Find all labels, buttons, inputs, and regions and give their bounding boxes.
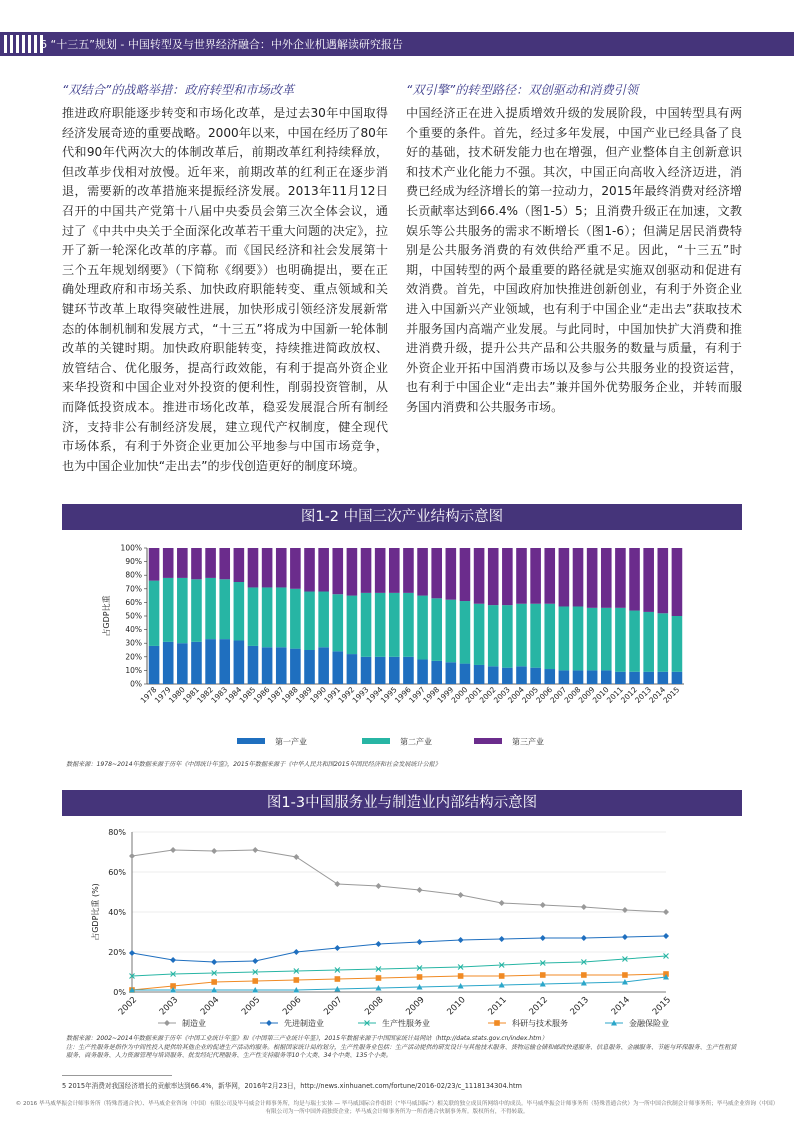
x-tick-label: 2014 xyxy=(609,995,633,1018)
bar-segment xyxy=(544,669,555,684)
legend-swatch xyxy=(474,738,502,744)
y-tick-label: 70% xyxy=(125,584,142,594)
left-heading: “双结合”的战略举措：政府转型和市场改革 xyxy=(62,83,295,97)
data-point xyxy=(293,949,299,955)
data-point xyxy=(499,936,505,942)
bar-segment xyxy=(658,672,669,684)
bar-segment xyxy=(149,646,160,684)
bar-segment xyxy=(601,670,612,684)
bar-segment xyxy=(502,605,513,668)
bar-segment xyxy=(234,640,245,684)
bar-segment xyxy=(672,548,683,616)
bar-segment xyxy=(530,668,541,684)
bar-segment xyxy=(431,661,442,684)
bar-segment xyxy=(248,548,259,587)
data-point xyxy=(375,883,381,889)
bar-segment xyxy=(191,548,202,579)
bar-segment xyxy=(177,578,188,643)
bar-segment xyxy=(516,666,527,684)
bar-segment xyxy=(643,672,654,684)
x-tick-label: 2015 xyxy=(661,685,682,705)
data-point xyxy=(266,1020,272,1026)
bar-segment xyxy=(191,642,202,684)
x-tick-label: 1996 xyxy=(392,685,413,705)
header-stripes xyxy=(4,35,43,53)
x-tick-label: 1998 xyxy=(421,685,442,705)
bar-segment xyxy=(587,670,598,684)
bar-segment xyxy=(658,548,669,613)
y-tick-label: 20% xyxy=(125,652,142,662)
bar-segment xyxy=(629,548,640,611)
y-tick-label: 50% xyxy=(125,611,142,621)
bar-segment xyxy=(658,613,669,671)
figure-1-3-chart xyxy=(62,820,742,1035)
bar-segment xyxy=(403,593,414,657)
bar-segment xyxy=(304,592,315,650)
bar-segment xyxy=(276,587,287,647)
x-tick-label: 2012 xyxy=(527,995,550,1018)
bar-segment xyxy=(290,589,301,649)
figure-1-2-title: 图1-2 中国三次产业结构示意图 xyxy=(62,504,742,530)
bar-segment xyxy=(262,647,273,684)
data-point xyxy=(211,979,217,985)
data-point xyxy=(293,854,299,860)
bar-segment xyxy=(304,548,315,592)
bar-segment xyxy=(276,548,287,587)
data-point xyxy=(417,887,423,893)
bar-segment xyxy=(219,548,230,579)
bar-segment xyxy=(672,672,683,684)
x-tick-label: 1987 xyxy=(265,685,286,705)
data-point xyxy=(663,909,669,915)
x-tick-label: 2010 xyxy=(590,685,611,705)
bar-segment xyxy=(262,587,273,647)
bar-segment xyxy=(601,608,612,671)
y-tick-label: 90% xyxy=(125,557,142,567)
x-tick-label: 2002 xyxy=(477,685,498,705)
bar-segment xyxy=(163,548,174,578)
data-point xyxy=(458,973,464,979)
y-tick-label: 60% xyxy=(108,868,126,877)
y-tick-label: 30% xyxy=(125,638,142,648)
data-point xyxy=(417,939,423,945)
bar-segment xyxy=(163,642,174,684)
x-tick-label: 2003 xyxy=(491,685,512,705)
footnote-rule xyxy=(62,1075,172,1076)
bar-segment xyxy=(629,672,640,684)
bar-segment xyxy=(643,548,654,612)
bar-segment xyxy=(417,596,428,660)
legend-label: 金融保险业 xyxy=(629,1019,669,1028)
bar-segment xyxy=(643,612,654,672)
x-tick-label: 2005 xyxy=(239,995,263,1018)
data-point xyxy=(581,972,587,978)
data-point xyxy=(622,934,628,940)
x-tick-label: 2006 xyxy=(281,995,304,1018)
bar-segment xyxy=(177,548,188,578)
bar-segment xyxy=(389,548,400,593)
header-bar xyxy=(0,32,794,56)
x-tick-label: 2002 xyxy=(116,995,140,1018)
bar-segment xyxy=(318,647,329,684)
bar-segment xyxy=(234,582,245,640)
bar-segment xyxy=(191,579,202,642)
data-point xyxy=(335,976,341,982)
x-tick-label: 1983 xyxy=(209,685,230,705)
right-paragraph: 中国经济正在进入提质增效升级的发展阶段，中国转型具有两个重要的条件。首先，经过多年发展，中国产业已经具备了良好的基础，技术研发能力也在增强，但产业整体自主创新意识和技术产业化能力不强。其次，中国正向高收入经济迈进，消费已经成为经济增长的第一拉动力，2015年最终消费对经济增长贡献率达到66.4%（图1-5）5；且消费升级正在加速，文教娱乐等公共服务的需求不断增长（图1-6）；但满足居民消费特别是公共服务消费的有效供给严重不足。因此，“十三五”时期，中国转型的两个最重要的路径就是实施双创驱动和促进有效消费。首先，中国政府加快推进创新创业，有利于外资企业进入中国新兴产业领域，也有利于中国企业“走出去”获取技术并服务国内高端产业发展。与此同时，中国加快扩大消费和推进消费升级，提升公共产品和公共服务的数量与质量，有利于外资企业开拓中国消费市场以及参与公共服务业的投资运营，也有利于中国企业“走出去”兼并国外优势服务企业，并转而服务国内消费和公共服务市场。 xyxy=(406,106,742,414)
data-point xyxy=(170,847,176,853)
legend-swatch xyxy=(362,738,390,744)
data-point xyxy=(334,881,340,887)
x-tick-label: 2010 xyxy=(445,995,468,1018)
bar-segment xyxy=(530,604,541,668)
data-point xyxy=(211,848,217,854)
bar-segment xyxy=(318,592,329,648)
data-point xyxy=(376,975,382,981)
bar-segment xyxy=(163,578,174,642)
bar-segment xyxy=(516,548,527,604)
data-point xyxy=(499,900,505,906)
y-tick-label: 20% xyxy=(108,948,126,957)
y-tick-label: 40% xyxy=(125,625,142,635)
x-tick-label: 1984 xyxy=(223,685,244,705)
data-point xyxy=(494,1020,500,1026)
bar-segment xyxy=(601,548,612,608)
figure-1-3-note: 注：生产性服务是指作为中间性投入提供给其他企业的促进生产活动的服务。根据国家统计局的划分，生产性服务业包括：生产活动提供的研发设计与其他技术服务、货物运输仓储和邮政快递服务、信息服务、金融服务、节能与环保服务、生产性租赁服务、商务服务、人力资源管理与培训服务、批发经纪代理服务、生产性支持服务等10个大类、34个中类、135个小类。 xyxy=(66,1044,737,1060)
bar-segment xyxy=(403,657,414,684)
x-tick-label: 2000 xyxy=(449,685,470,705)
x-tick-label: 2011 xyxy=(486,995,509,1018)
bar-segment xyxy=(559,670,570,684)
bar-segment xyxy=(474,604,485,665)
bar-segment xyxy=(559,606,570,670)
x-tick-label: 2012 xyxy=(619,685,639,705)
y-tick-label: 0% xyxy=(130,679,142,689)
bar-segment xyxy=(587,608,598,671)
x-tick-label: 2004 xyxy=(198,995,222,1018)
figure-1-2-chart xyxy=(62,536,742,756)
bar-segment xyxy=(219,579,230,639)
bar-segment xyxy=(361,548,372,593)
y-axis-label: 占GDP比重 xyxy=(102,595,111,637)
bar-segment xyxy=(587,548,598,608)
bar-segment xyxy=(347,654,358,684)
x-tick-label: 2013 xyxy=(568,995,591,1018)
bar-segment xyxy=(573,606,584,670)
data-point xyxy=(211,959,217,965)
figure-1-3-source: 数据来源：2002~2014年数据来源于历年《中国工业统计年鉴》和《中国第三产业统计年鉴》，2015年数据来源于中国国家统计局网站（http://data.stats.gov.cn/index.htm） xyxy=(66,1035,548,1042)
data-point xyxy=(129,853,135,859)
bar-segment xyxy=(460,664,471,684)
bar-segment xyxy=(629,611,640,672)
data-point xyxy=(294,977,300,983)
legend-label: 第二产业 xyxy=(400,737,432,747)
x-tick-label: 1982 xyxy=(195,685,216,705)
bar-segment xyxy=(460,601,471,664)
bar-segment xyxy=(248,646,259,684)
bar-segment xyxy=(488,605,499,666)
series-line xyxy=(132,850,666,912)
bar-segment xyxy=(262,548,273,587)
data-point xyxy=(417,974,423,980)
bar-segment xyxy=(516,604,527,667)
bar-segment xyxy=(205,548,216,578)
x-tick-label: 1992 xyxy=(336,685,357,705)
x-tick-label: 1981 xyxy=(181,685,201,705)
x-tick-label: 2011 xyxy=(604,685,625,705)
bar-segment xyxy=(502,668,513,684)
x-tick-label: 2007 xyxy=(548,685,569,705)
data-point xyxy=(540,935,546,941)
y-tick-label: 60% xyxy=(125,597,142,607)
bar-segment xyxy=(375,548,386,593)
bar-segment xyxy=(403,548,414,593)
bar-segment xyxy=(446,662,457,684)
bar-segment xyxy=(502,548,513,605)
x-tick-label: 1979 xyxy=(152,685,173,705)
bar-segment xyxy=(417,660,428,684)
bar-segment xyxy=(332,651,343,684)
data-point xyxy=(540,972,546,978)
bar-segment xyxy=(615,672,626,684)
x-tick-label: 2014 xyxy=(647,685,668,705)
left-paragraph: 推进政府职能逐步转变和市场化改革，是过去30年中国取得经济发展奇迹的重要战略。2000年以来，中国在经历了80年代和90年代两次大的体制改革后，前期改革红利持续释放，但改革步伐相对放慢。近年来，前期改革的红利正在逐步消退，需要新的改革措施来提振经济发展。2013年11月12日召开的中国共产党第十八届中央委员会第三次全体会议，通过了《中共中央关于全面深化改革若干重大问题的决定》，拉开了新一轮深化改革的序幕。而《国民经济和社会发展第十三个五年规划纲要》（下简称《纲要》）也明确提出，要在正确处理政府和市场关系、加快政府职能转变、重点领域和关键环节改革上取得突破性进展，加快形成引领经济发展新常态的体制机制和发展方式，“十三五”将成为中国新一轮体制改革的关键时期。加快政府职能转变，持续推进简政放权、放管结合、优化服务，提高行政效能，有利于提高外资企业来华投资和中国企业对外投资的便利性，削弱投资管制，从而降低投资成本。推进市场化改革，稳妥发展混合所有制经济，支持非公有制经济发展，建立现代产权制度，健全现代市场体系，有利于外资企业更加公平地参与中国市场竞争，也为中国企业加快“走出去”的步伐创造更好的制度环境。 xyxy=(62,106,388,473)
series-line xyxy=(132,936,666,962)
x-tick-label: 2006 xyxy=(534,685,555,705)
bar-segment xyxy=(474,665,485,684)
x-tick-label: 2005 xyxy=(520,685,541,705)
data-point xyxy=(252,958,258,964)
legend-swatch xyxy=(237,738,265,744)
bar-segment xyxy=(290,649,301,684)
data-point xyxy=(252,978,258,984)
bar-segment xyxy=(530,548,541,604)
bar-segment xyxy=(488,666,499,684)
x-tick-label: 2009 xyxy=(576,685,597,705)
legend-label: 生产性服务业 xyxy=(382,1019,430,1028)
bar-segment xyxy=(375,657,386,684)
bar-segment xyxy=(573,548,584,606)
bar-segment xyxy=(559,548,570,606)
x-tick-label: 1989 xyxy=(294,685,314,705)
data-point xyxy=(540,902,546,908)
legend-label: 制造业 xyxy=(182,1019,206,1028)
x-tick-label: 1994 xyxy=(364,685,385,705)
legend-label: 第三产业 xyxy=(512,737,544,747)
bar-segment xyxy=(672,616,683,672)
legal-text: © 2016 毕马威华振会计师事务所（特殊普通合伙）、毕马威企业咨询（中国）有限公司及毕马威会计师事务所，均是与瑞士实体 — 毕马威国际合作组织（“毕马威国际”）相关联的独立成员所网络中的成员。毕马威华振会计师事务所（特殊普通合伙）为一所中国合伙制会计师事务所；毕马威企业咨询（中国）有限公司为一所中国外商独资企业；毕马威会计师事务所为一所香港合伙制事务所。版权所有，不得转载。 xyxy=(15,1101,779,1115)
legend-label: 第一产业 xyxy=(275,737,307,747)
data-point xyxy=(581,904,587,910)
bar-segment xyxy=(149,548,160,581)
figure-1-3-title: 图1-3中国服务业与制造业内部结构示意图 xyxy=(62,790,742,816)
data-point xyxy=(164,1020,170,1026)
bar-segment xyxy=(332,548,343,594)
bar-segment xyxy=(205,639,216,684)
bar-segment xyxy=(446,548,457,600)
data-point xyxy=(129,950,135,956)
footnote: 5 2015年消费对我国经济增长的贡献率达到66.4%，新华网，2016年2月23日，http://news.xinhuanet.com/fortune/2016-02/23/c_1118134304.htm xyxy=(62,1082,522,1090)
bar-segment xyxy=(431,548,442,598)
bar-segment xyxy=(290,548,301,589)
x-tick-label: 2007 xyxy=(322,995,345,1018)
legend-label: 先进制造业 xyxy=(284,1019,324,1028)
bar-segment xyxy=(446,600,457,663)
data-point xyxy=(581,935,587,941)
bar-segment xyxy=(389,657,400,684)
data-point xyxy=(499,973,505,979)
data-point xyxy=(334,945,340,951)
data-point xyxy=(375,941,381,947)
bar-segment xyxy=(318,548,329,592)
data-point xyxy=(622,972,628,978)
bar-segment xyxy=(615,608,626,672)
bar-segment xyxy=(474,548,485,604)
x-tick-label: 2004 xyxy=(506,685,526,705)
figure-1-2-source: 数据来源：1978~2014年数据来源于历年《中国统计年鉴》，2015年数据来源于《中华人民共和国2015年国民经济和社会发展统计公报》 xyxy=(66,761,441,768)
x-tick-label: 1995 xyxy=(378,685,399,705)
data-point xyxy=(663,933,669,939)
bar-segment xyxy=(615,548,626,608)
x-tick-label: 2008 xyxy=(562,685,583,705)
bar-segment xyxy=(375,593,386,657)
bar-segment xyxy=(417,548,428,596)
x-tick-label: 1988 xyxy=(279,685,300,705)
y-tick-label: 80% xyxy=(125,570,142,580)
x-tick-label: 1980 xyxy=(166,685,187,705)
bar-segment xyxy=(332,594,343,651)
x-tick-label: 1999 xyxy=(435,685,456,705)
y-tick-label: 80% xyxy=(108,828,126,837)
y-axis-label: 占GDP比重 (%) xyxy=(91,883,100,941)
bar-segment xyxy=(361,593,372,657)
bar-segment xyxy=(205,578,216,639)
x-tick-label: 2001 xyxy=(463,685,484,705)
bar-segment xyxy=(544,604,555,669)
bar-segment xyxy=(389,593,400,657)
data-point xyxy=(458,937,464,943)
bar-segment xyxy=(544,548,555,604)
x-tick-label: 1993 xyxy=(350,685,371,705)
bar-segment xyxy=(276,647,287,684)
bar-segment xyxy=(219,639,230,684)
x-tick-label: 2009 xyxy=(404,995,427,1018)
bar-segment xyxy=(149,581,160,646)
x-tick-label: 2013 xyxy=(633,685,654,705)
x-tick-label: 1997 xyxy=(407,685,427,705)
x-tick-label: 1985 xyxy=(237,685,258,705)
bar-segment xyxy=(234,548,245,582)
bar-segment xyxy=(177,643,188,684)
y-tick-label: 40% xyxy=(108,908,126,917)
x-tick-label: 1986 xyxy=(251,685,272,705)
x-tick-label: 1978 xyxy=(138,685,159,705)
bar-segment xyxy=(361,657,372,684)
x-tick-label: 1991 xyxy=(322,685,343,705)
right-heading: “双引擎”的转型路径：双创驱动和消费引领 xyxy=(406,83,639,97)
data-point xyxy=(252,847,258,853)
data-point xyxy=(458,892,464,898)
x-tick-label: 1990 xyxy=(308,685,329,705)
y-tick-label: 10% xyxy=(125,665,142,675)
y-tick-label: 0% xyxy=(113,988,126,997)
bar-segment xyxy=(460,548,471,601)
bar-segment xyxy=(431,598,442,661)
bar-segment xyxy=(573,670,584,684)
x-tick-label: 2015 xyxy=(650,995,674,1018)
data-point xyxy=(170,957,176,963)
y-tick-label: 100% xyxy=(120,543,142,553)
bar-segment xyxy=(248,587,259,645)
bar-segment xyxy=(304,650,315,684)
x-tick-label: 2008 xyxy=(363,995,386,1018)
legend-label: 科研与技术服务 xyxy=(512,1019,568,1028)
bar-segment xyxy=(347,548,358,596)
x-tick-label: 2003 xyxy=(157,995,181,1018)
bar-segment xyxy=(488,548,499,605)
header-title: 6 “十三五”规划 - 中国转型及与世界经济融合：中外企业机遇解读研究报告 xyxy=(40,38,403,51)
bar-segment xyxy=(347,596,358,654)
